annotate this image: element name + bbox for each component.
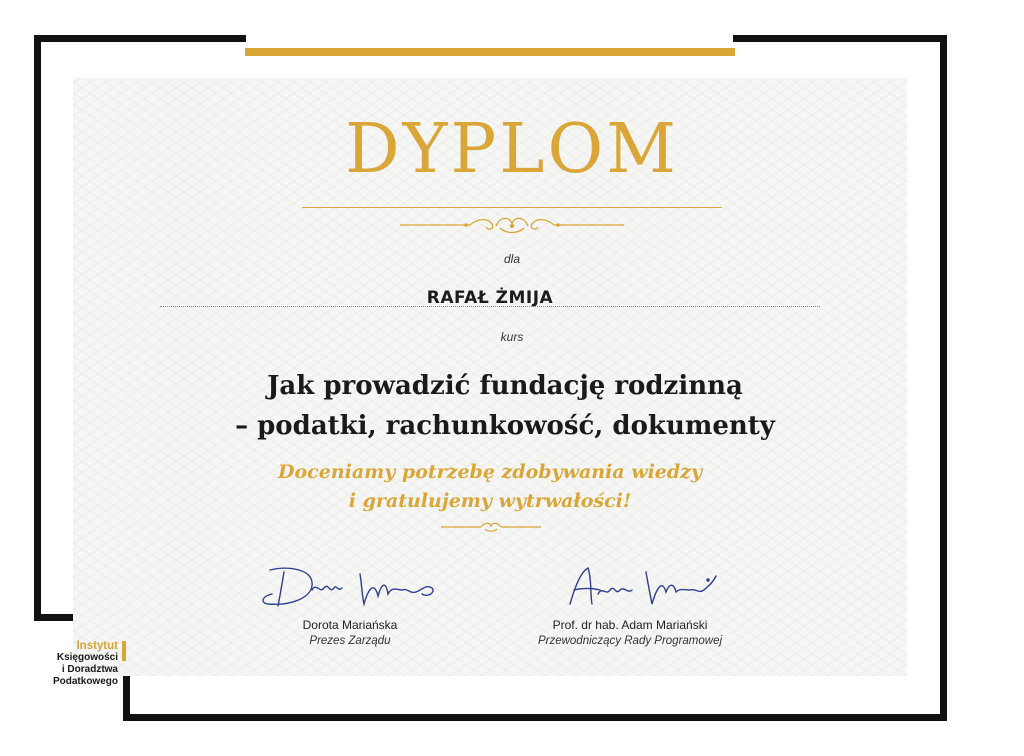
frame-bottom — [123, 714, 947, 721]
handwritten-signature-icon — [530, 560, 730, 616]
recipient-dotted-line — [160, 306, 820, 307]
handwritten-signature-icon — [250, 560, 450, 616]
signatory-name: Dorota Mariańska — [302, 618, 398, 632]
course-label: kurs — [500, 330, 524, 344]
signatory-role: Prezes Zarządu — [309, 635, 391, 647]
motto-line: Doceniamy potrzebę zdobywania wiedzy — [278, 461, 702, 483]
signature-block-right — [500, 560, 760, 647]
title-rule — [302, 207, 722, 208]
certificate-title: DYPLOM — [345, 110, 679, 189]
motto — [0, 458, 980, 516]
logo-word: i Doradztwa — [61, 664, 118, 675]
gold-top-bar — [245, 48, 735, 56]
motto-line: i gratulujemy wytrwałości! — [348, 490, 632, 512]
for-label: dla — [503, 252, 520, 266]
logo-word: Księgowości — [56, 652, 118, 663]
course-title-line: Jak prowadzić fundację rodzinną — [267, 371, 743, 401]
signatory-role: Przewodniczący Rady Programowej — [537, 635, 723, 647]
frame-top-left — [34, 35, 246, 42]
small-ornament-icon — [441, 521, 541, 533]
recipient-name: RAFAŁ ŻMIJA — [426, 288, 554, 308]
signature-block-left — [220, 560, 480, 647]
logo-word: Instytut — [76, 640, 118, 652]
course-title-line: – podatki, rachunkowość, dokumenty — [235, 411, 775, 441]
ornament-divider-icon — [400, 214, 624, 236]
course-title — [0, 366, 1010, 446]
signatory-name: Prof. dr hab. Adam Mariański — [552, 618, 708, 632]
institute-logo — [30, 640, 118, 688]
logo-accent-bar — [122, 641, 126, 661]
logo-word: Podatkowego — [52, 676, 118, 687]
frame-top-right — [733, 35, 947, 42]
